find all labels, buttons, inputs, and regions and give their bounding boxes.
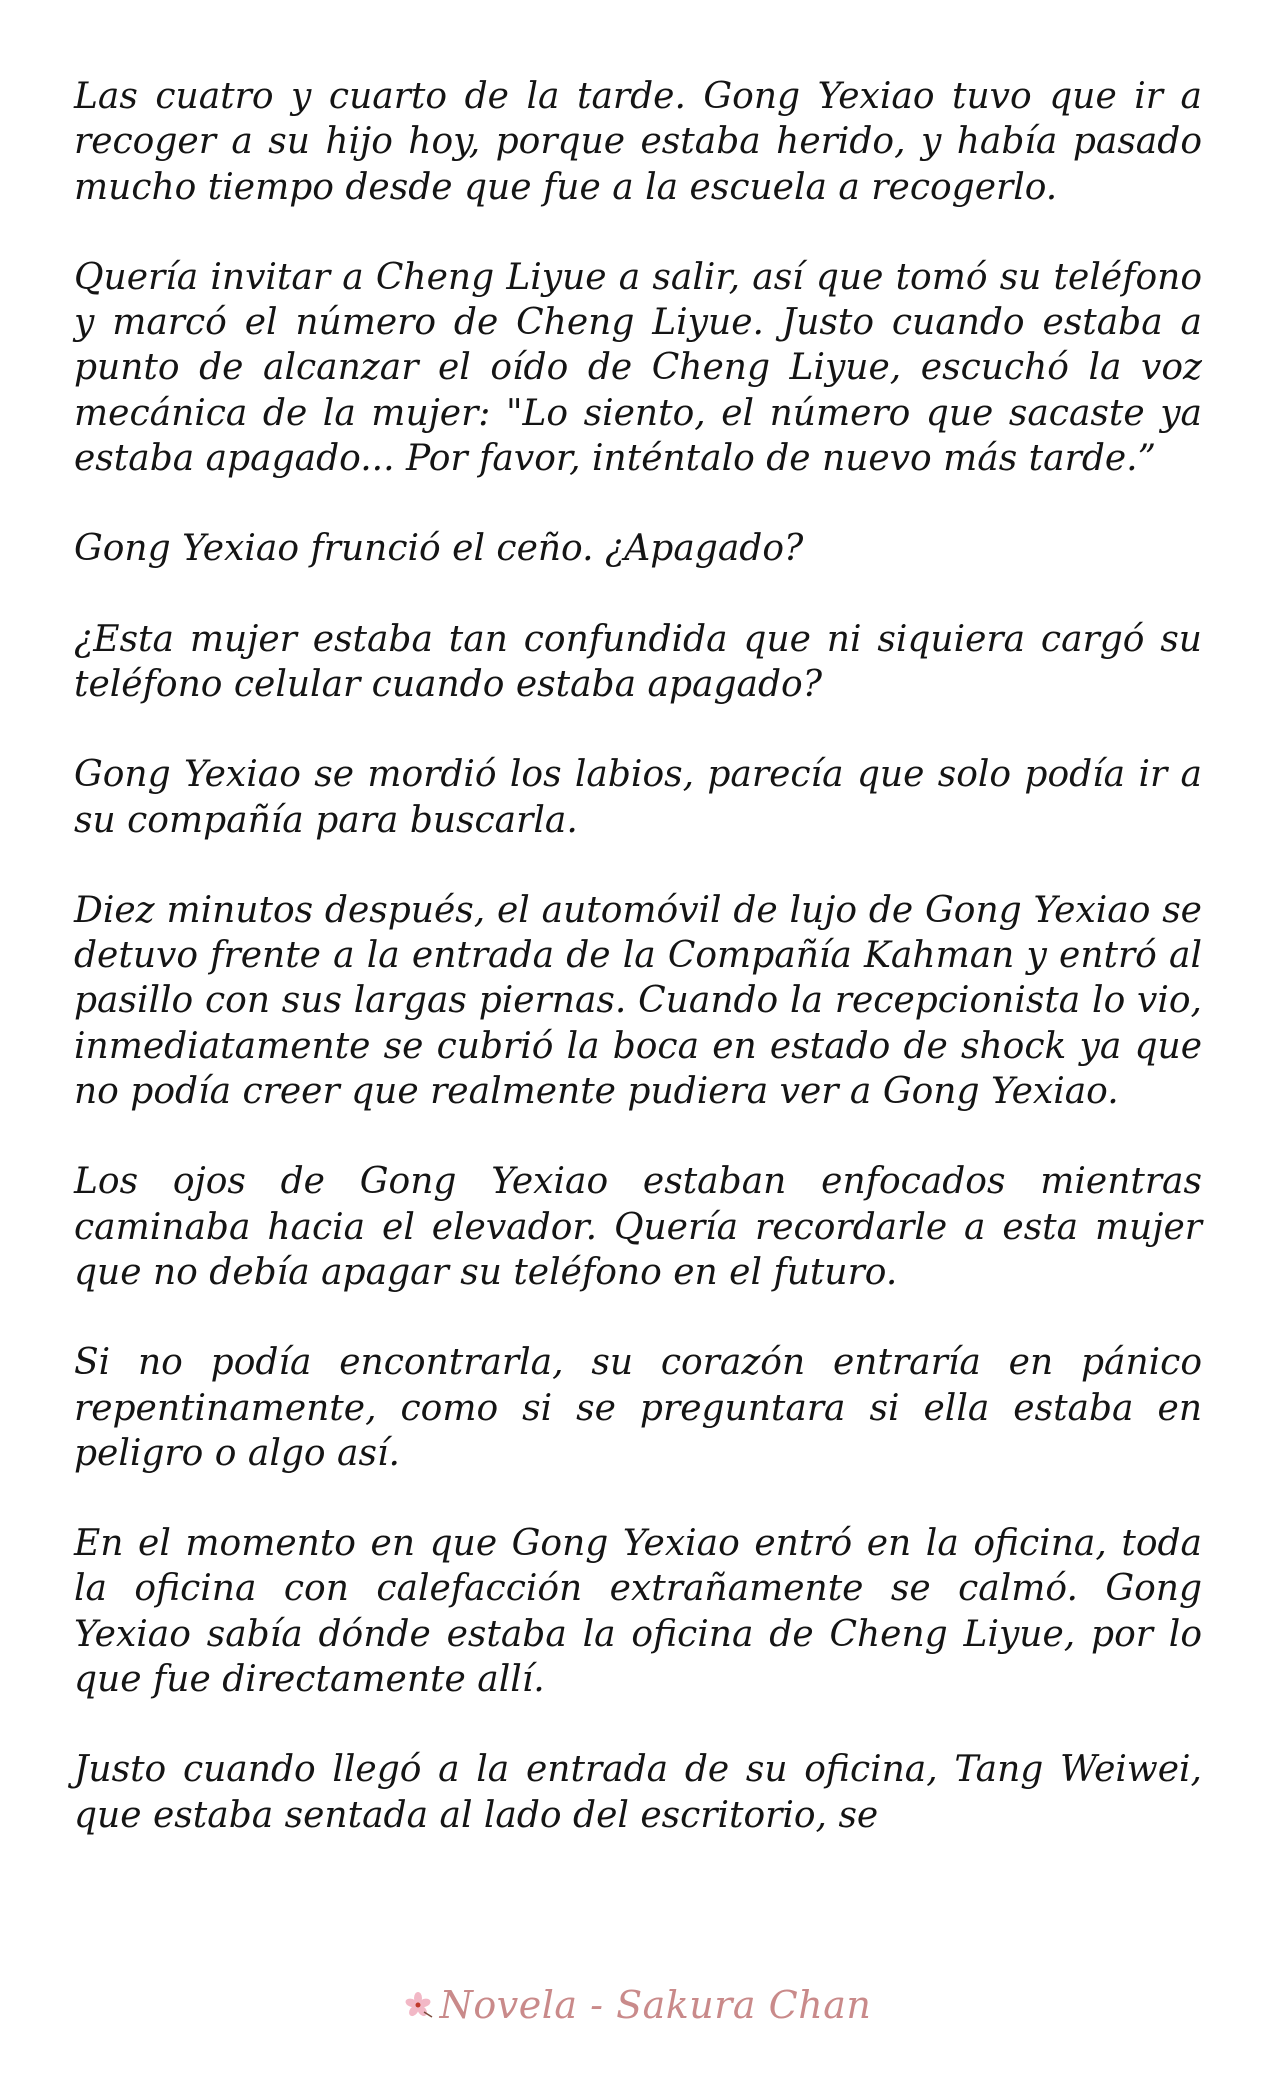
- paragraph: Justo cuando llegó a la entrada de su oficina, Tang Weiwei, que estaba sentada al lado del escritorio, se: [74, 1749, 1202, 1836]
- paragraph: Diez minutos después, el automóvil de lujo de Gong Yexiao se detuvo frente a la entrada de la Compañía Kahman y entró al pasillo con sus largas piernas. Cuando la recepcionista lo vio, inmediatamente se cubrió la boca en estado de shock ya que no podía creer que realmente pudiera ver a Gong Yexiao.: [74, 889, 1202, 1113]
- watermark: [0, 1980, 1275, 2030]
- sakura-flower-icon: [404, 1990, 434, 2020]
- paragraph: Quería invitar a Cheng Liyue a salir, así que tomó su teléfono y marcó el número de Cheng Liyue. Justo cuando estaba a punto de alcanzar el oído de Cheng Liyue, escuchó la voz mecánica de la mujer: "Lo siento, el número que sacaste ya estaba apagado... Por favor, inténtalo de nuevo más tarde.”: [74, 256, 1202, 480]
- document-body: [74, 74, 1202, 1883]
- paragraph: Gong Yexiao frunció el ceño. ¿Apagado?: [74, 528, 804, 570]
- paragraph: Gong Yexiao se mordió los labios, parecía que solo podía ir a su compañía para buscarla.: [74, 754, 1202, 841]
- paragraph: En el momento en que Gong Yexiao entró en la oficina, toda la oficina con calefacción extrañamente se calmó. Gong Yexiao sabía dónde estaba la oficina de Cheng Liyue, por lo que fue directamente allí.: [74, 1523, 1202, 1701]
- paragraph: ¿Esta mujer estaba tan confundida que ni siquiera cargó su teléfono celular cuando estaba apagado?: [74, 618, 1202, 705]
- watermark-text: Novela - Sakura Chan: [439, 1983, 872, 2027]
- paragraph: Las cuatro y cuarto de la tarde. Gong Yexiao tuvo que ir a recoger a su hijo hoy, porque estaba herido, y había pasado mucho tiempo desde que fue a la escuela a recogerlo.: [74, 76, 1202, 208]
- paragraph: Los ojos de Gong Yexiao estaban enfocados mientras caminaba hacia el elevador. Quería recordarle a esta mujer que no debía apagar su teléfono en el futuro.: [74, 1161, 1202, 1293]
- paragraph: Si no podía encontrarla, su corazón entraría en pánico repentinamente, como si se preguntara si ella estaba en peligro o algo así.: [74, 1342, 1202, 1474]
